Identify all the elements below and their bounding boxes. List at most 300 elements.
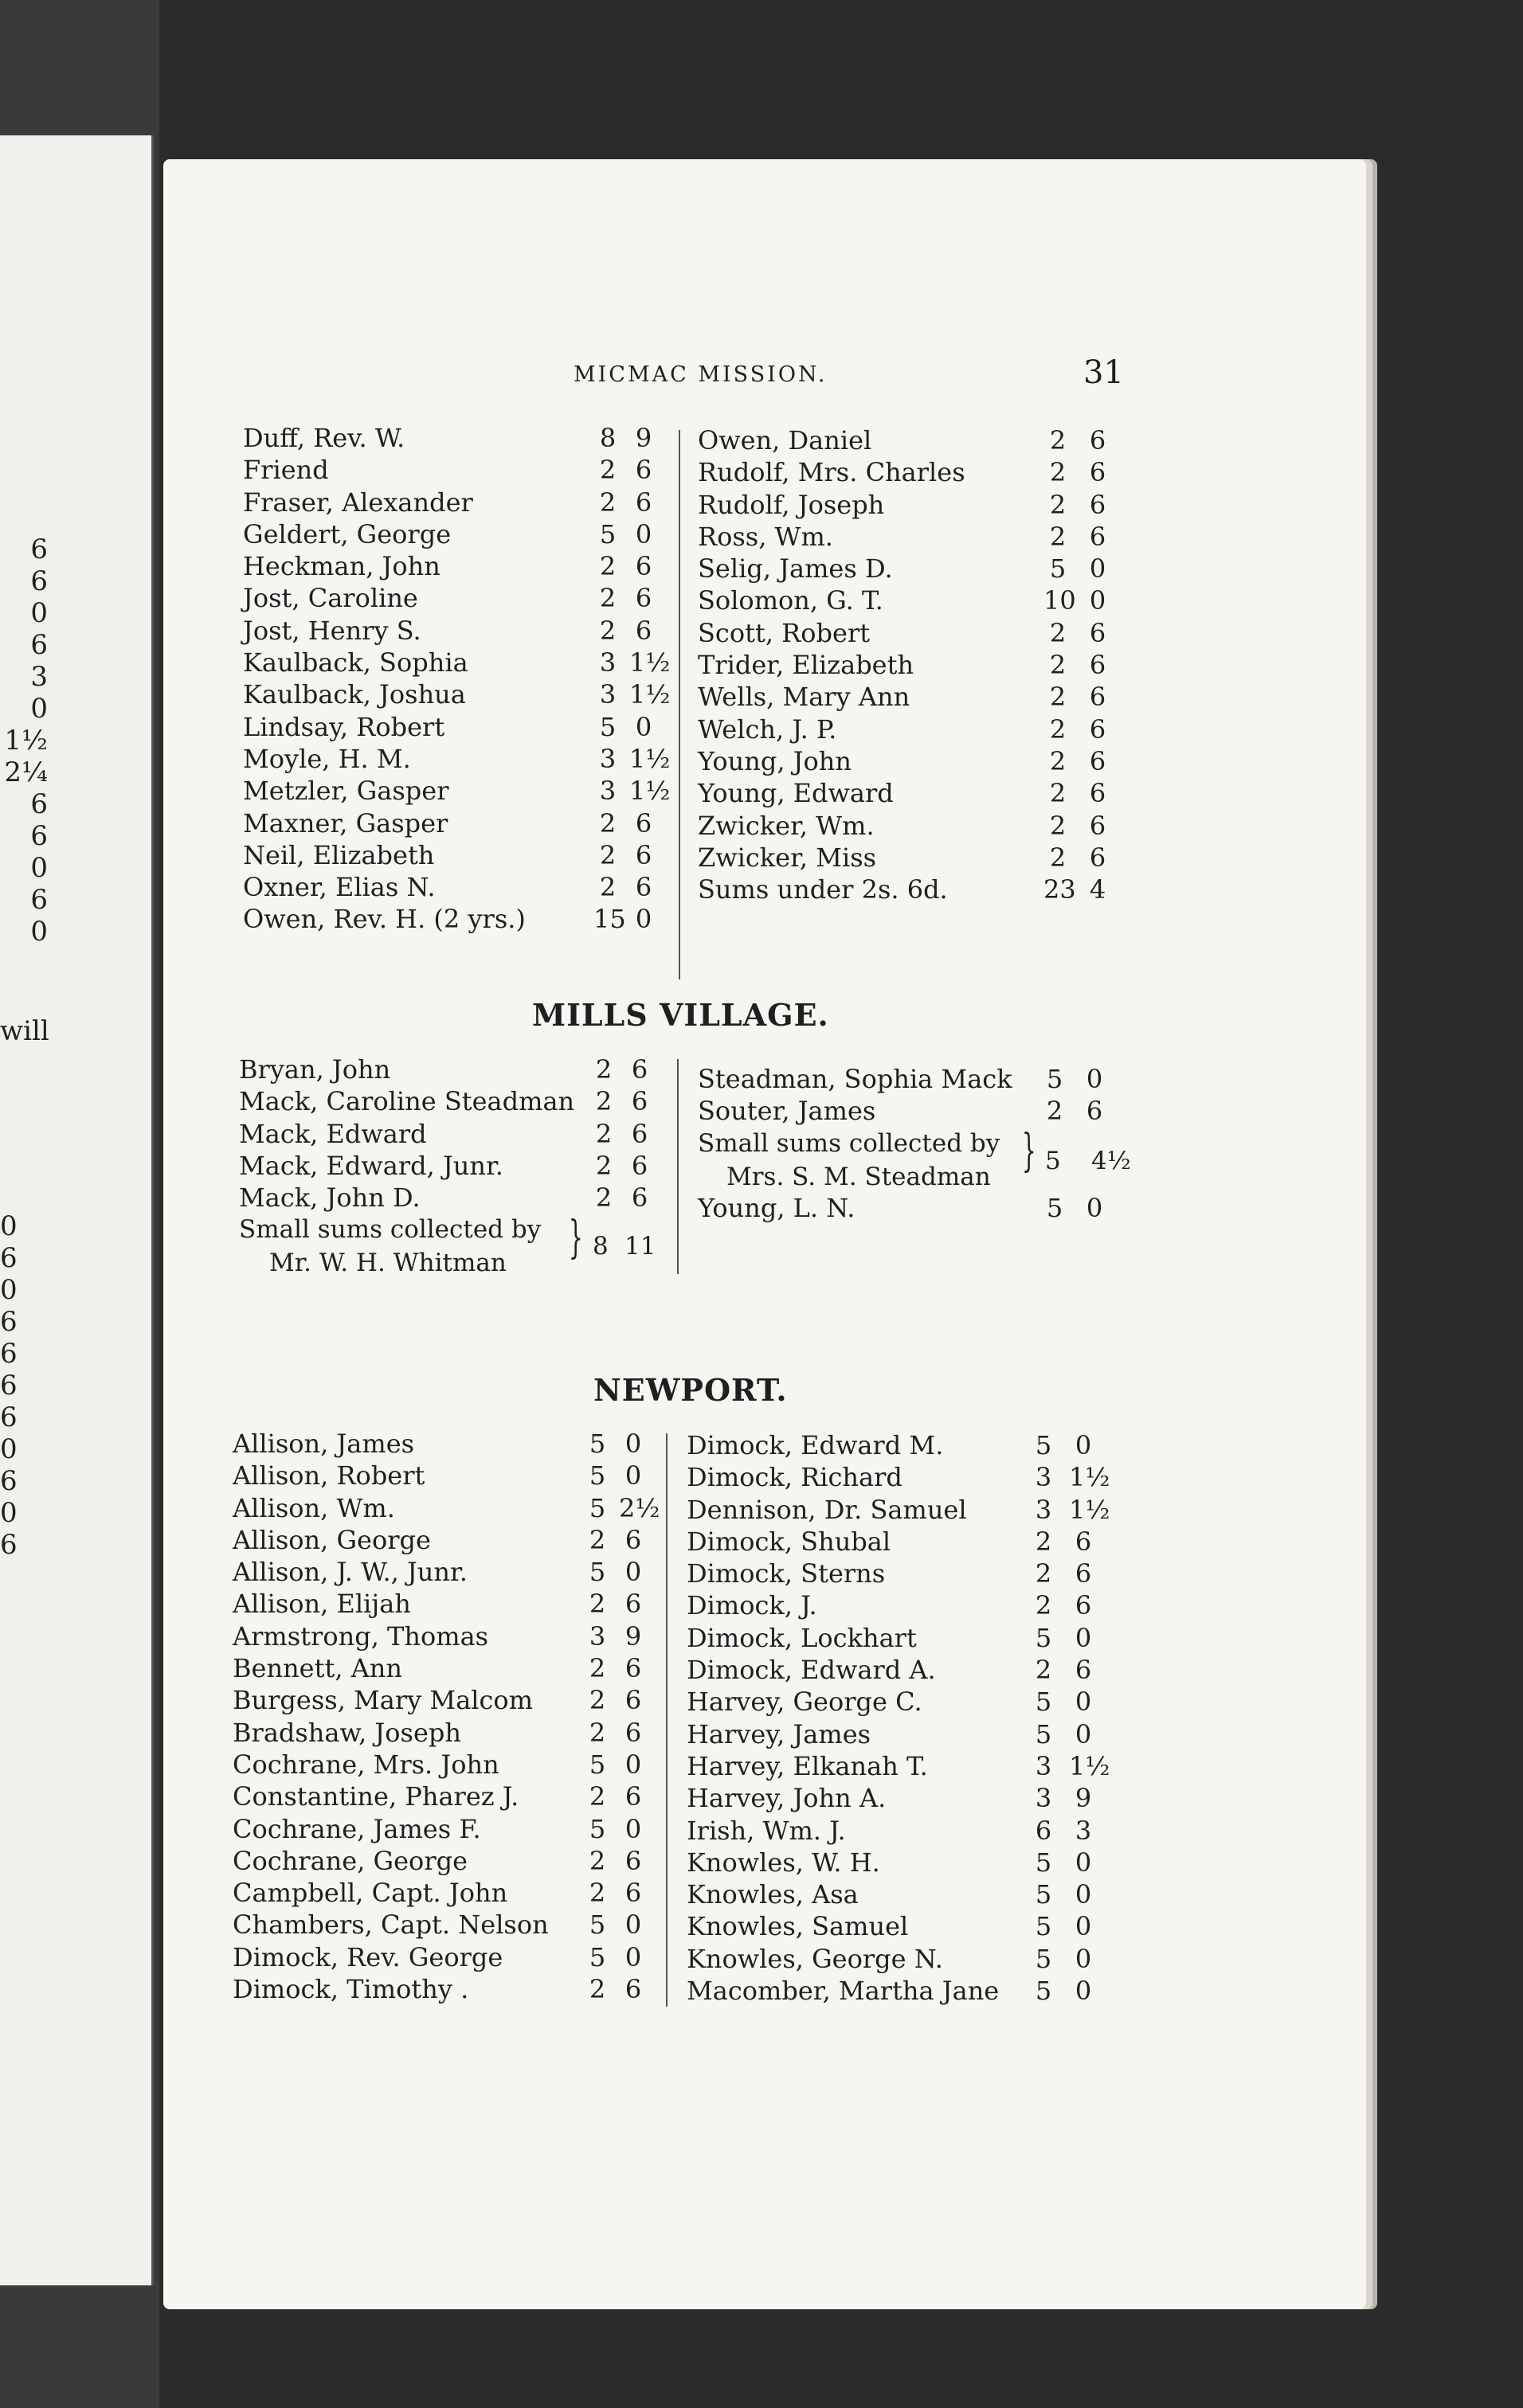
- subscriber-name: Mack, John D.: [239, 1182, 421, 1214]
- amount-pence: 0: [1075, 1911, 1092, 1942]
- subscriber-name: Dennison, Dr. Samuel: [687, 1494, 967, 1525]
- subscriber-name: Mack, Edward: [239, 1118, 427, 1149]
- amount-shillings: 2: [1049, 425, 1067, 455]
- subscriber-name: Knowles, Samuel: [687, 1911, 909, 1942]
- list-item: [698, 649, 1128, 681]
- amount-shillings: 2: [589, 1717, 606, 1748]
- list-item: [243, 422, 689, 454]
- subscriber-name: Campbell, Capt. John: [233, 1878, 508, 1909]
- amount-shillings: 2: [599, 807, 617, 838]
- amount-shillings: 5: [1035, 1976, 1052, 2007]
- previous-page-amount: [0, 1561, 16, 1593]
- brace-mark: }: [1021, 1125, 1036, 1177]
- mills-left-small-sums-pence: 11: [624, 1232, 656, 1261]
- amount-shillings: 5: [589, 1941, 606, 1972]
- subscriber-name: Scott, Robert: [698, 617, 871, 648]
- micmac-right-column: [698, 424, 1128, 905]
- amount-shillings: 3: [589, 1620, 606, 1652]
- list-item: [239, 1182, 685, 1214]
- mills-right-small-sums-line1: Small sums collected by: [698, 1129, 1000, 1158]
- amount-pence: 6: [1089, 521, 1106, 552]
- amount-pence: 6: [631, 1150, 648, 1181]
- amount-pence: 6: [1089, 425, 1106, 455]
- subscriber-name: Bradshaw, Joseph: [233, 1717, 461, 1748]
- subscriber-name: Dimock, Sterns: [687, 1558, 886, 1589]
- subscriber-name: Souter, James: [698, 1096, 876, 1127]
- list-item: [687, 1815, 1117, 1847]
- amount-pence: 6: [1089, 810, 1106, 841]
- list-item: [698, 1192, 1112, 1224]
- previous-page-amount: 0: [0, 1433, 18, 1465]
- mills-left-small-sums-line1: Small sums collected by: [239, 1215, 542, 1244]
- previous-page-amount: 6: [30, 788, 48, 820]
- amount-shillings: 2: [595, 1182, 613, 1214]
- list-item: [233, 1877, 679, 1909]
- previous-page-amount: 6: [30, 884, 48, 916]
- amount-shillings: 5: [1035, 1911, 1052, 1942]
- subscriber-name: Trider, Elizabeth: [698, 650, 914, 681]
- amount-pence: 6: [624, 1717, 642, 1748]
- amount-pence: 1½: [629, 647, 671, 678]
- list-item: [233, 1941, 679, 1973]
- amount-shillings: 5: [589, 1910, 606, 1941]
- amount-pence: 6: [635, 551, 652, 582]
- subscriber-name: Allison, J. W., Junr.: [233, 1557, 468, 1588]
- list-item: [687, 1718, 1117, 1750]
- subscriber-name: Bennett, Ann: [233, 1653, 402, 1684]
- list-item: [687, 1654, 1117, 1686]
- subscriber-name: Bryan, John: [239, 1054, 391, 1085]
- subscriber-name: Harvey, John A.: [687, 1783, 887, 1814]
- amount-pence: 0: [1075, 1718, 1092, 1749]
- list-item: [687, 1782, 1117, 1814]
- amount-shillings: 3: [599, 679, 617, 710]
- amount-pence: 6: [635, 839, 652, 870]
- amount-pence: 6: [1089, 457, 1106, 488]
- list-item: [243, 615, 689, 647]
- subscriber-name: Owen, Daniel: [698, 425, 872, 455]
- list-item: [233, 1781, 679, 1812]
- previous-page-amount: 0: [0, 1497, 18, 1529]
- subscriber-name: Knowles, George N.: [687, 1943, 943, 1974]
- previous-page-amount: 0: [30, 852, 48, 884]
- previous-page-amount: 2¼: [4, 756, 48, 788]
- amount-pence: 1½: [629, 743, 671, 774]
- subscriber-name: Allison, James: [233, 1429, 415, 1459]
- mills-left-column: [239, 1054, 685, 1214]
- amount-pence: 6: [631, 1182, 648, 1214]
- subscriber-name: Allison, George: [233, 1524, 431, 1555]
- subscriber-name: Dimock, Edward M.: [687, 1430, 944, 1460]
- amount-pence: 6: [635, 872, 652, 903]
- subscriber-name: Welch, J. P.: [698, 713, 837, 745]
- previous-page-amount: 6: [0, 1306, 18, 1338]
- list-item: [243, 647, 689, 678]
- amount-shillings: 2: [599, 551, 617, 582]
- subscriber-name: Selig, James D.: [698, 553, 893, 584]
- list-item: [687, 1526, 1117, 1558]
- amount-shillings: 2: [599, 615, 617, 646]
- amount-pence: 0: [1075, 1847, 1092, 1878]
- list-item: [698, 489, 1128, 521]
- amount-shillings: 5: [589, 1813, 606, 1844]
- subscriber-name: Mack, Edward, Junr.: [239, 1150, 503, 1181]
- list-item: [687, 1943, 1117, 1975]
- amount-shillings: 2: [1049, 457, 1067, 488]
- previous-page-amount: 6: [0, 1401, 18, 1433]
- subscriber-name: Sums under 2s. 6d.: [698, 874, 948, 905]
- subscriber-name: Metzler, Gasper: [243, 776, 449, 807]
- amount-shillings: 2: [1035, 1558, 1052, 1589]
- amount-pence: 6: [624, 1781, 642, 1812]
- list-item: [243, 807, 689, 839]
- subscriber-name: Cochrane, Mrs. John: [233, 1749, 499, 1780]
- amount-pence: 0: [1086, 1064, 1103, 1094]
- subscriber-name: Young, John: [698, 745, 852, 776]
- amount-shillings: 8: [599, 423, 617, 453]
- previous-page-amount: 6: [30, 565, 48, 597]
- previous-page-amount: 6: [0, 1338, 18, 1370]
- subscriber-name: Oxner, Elias N.: [243, 872, 436, 903]
- subscriber-name: Moyle, H. M.: [243, 743, 411, 774]
- amount-shillings: 2: [595, 1086, 613, 1117]
- list-item: [698, 456, 1128, 488]
- list-item: [687, 1975, 1117, 2007]
- amount-shillings: 2: [1049, 778, 1067, 809]
- amount-pence: 0: [624, 1557, 642, 1588]
- previous-page-amount: 3: [30, 661, 48, 693]
- list-item: [233, 1652, 679, 1684]
- amount-shillings: 2: [1049, 521, 1067, 552]
- list-item: [233, 1460, 679, 1491]
- list-item: [698, 1063, 1112, 1095]
- subscriber-name: Fraser, Alexander: [243, 487, 473, 518]
- list-item: [687, 1910, 1117, 1942]
- list-item: [243, 743, 689, 775]
- previous-page-amount: 6: [30, 629, 48, 661]
- list-item: [698, 745, 1128, 777]
- amount-shillings: 5: [589, 1460, 606, 1491]
- mills-right-column-bottom: [698, 1192, 1112, 1224]
- subscriber-name: Chambers, Capt. Nelson: [233, 1910, 549, 1941]
- list-item: [243, 582, 689, 614]
- subscriber-name: Dimock, Timothy .: [233, 1974, 469, 2005]
- amount-pence: 1½: [1069, 1462, 1110, 1493]
- amount-pence: 6: [1089, 617, 1106, 648]
- amount-pence: 1½: [629, 679, 671, 710]
- amount-pence: 6: [1075, 1655, 1092, 1686]
- previous-page-amount: 6: [30, 820, 48, 852]
- subscriber-name: Dimock, J.: [687, 1590, 817, 1621]
- subscriber-name: Ross, Wm.: [698, 521, 833, 552]
- amount-shillings: 2: [599, 583, 617, 614]
- amount-pence: 6: [1089, 745, 1106, 776]
- subscriber-name: Young, L. N.: [698, 1193, 855, 1223]
- micmac-left-column: [243, 422, 689, 936]
- previous-page-fragment: [0, 135, 154, 2285]
- list-item: [239, 1150, 685, 1182]
- mills-left-small-sums-line2: Mr. W. H. Whitman: [269, 1249, 507, 1277]
- list-item: [243, 678, 689, 710]
- list-item: [687, 1847, 1117, 1878]
- amount-pence: 0: [624, 1941, 642, 1972]
- amount-shillings: 2: [1049, 713, 1067, 745]
- subscriber-name: Dimock, Edward A.: [687, 1655, 936, 1686]
- list-item: [243, 487, 689, 518]
- list-item: [233, 1973, 679, 2005]
- amount-shillings: 2: [595, 1054, 613, 1085]
- amount-shillings: 5: [589, 1749, 606, 1780]
- list-item: [687, 1429, 1117, 1461]
- list-item: [243, 711, 689, 743]
- amount-shillings: 2: [1049, 617, 1067, 648]
- amount-shillings: 15: [593, 904, 626, 935]
- list-item: [239, 1054, 685, 1085]
- amount-shillings: 5: [1035, 1943, 1052, 1974]
- previous-page-word: will: [0, 1015, 49, 1047]
- mills-left-small-sums-shillings: 8: [593, 1232, 609, 1261]
- list-item: [233, 1749, 679, 1781]
- running-head-title: MICMAC MISSION.: [574, 362, 828, 387]
- amount-shillings: 2: [589, 1781, 606, 1812]
- amount-pence: 0: [1075, 1622, 1092, 1653]
- subscriber-name: Geldert, George: [243, 518, 452, 549]
- previous-page-amount: 0: [30, 597, 48, 629]
- amount-pence: 9: [624, 1620, 642, 1652]
- subscriber-name: Steadman, Sophia Mack: [698, 1064, 1012, 1094]
- list-item: [233, 1717, 679, 1749]
- amount-pence: 6: [1075, 1558, 1092, 1589]
- list-item: [698, 810, 1128, 842]
- amount-pence: 4: [1089, 874, 1106, 905]
- amount-shillings: 2: [1049, 489, 1067, 520]
- amount-shillings: 5: [1046, 1193, 1063, 1223]
- list-item: [243, 518, 689, 550]
- amount-pence: 6: [624, 1685, 642, 1716]
- amount-shillings: 5: [1035, 1879, 1052, 1910]
- amount-shillings: 2: [1035, 1526, 1052, 1557]
- amount-pence: 3: [1075, 1815, 1092, 1846]
- list-item: [687, 1461, 1117, 1493]
- amount-pence: 6: [635, 583, 652, 614]
- amount-shillings: 2: [595, 1118, 613, 1149]
- amount-pence: 0: [1086, 1193, 1103, 1223]
- list-item: [243, 550, 689, 582]
- subscriber-name: Kaulback, Sophia: [243, 647, 468, 678]
- subscriber-name: Rudolf, Mrs. Charles: [698, 457, 965, 488]
- list-item: [687, 1878, 1117, 1910]
- list-item: [233, 1620, 679, 1652]
- amount-shillings: 5: [589, 1557, 606, 1588]
- previous-page-amount: 6: [30, 534, 48, 565]
- amount-shillings: 2: [1049, 810, 1067, 841]
- subscriber-name: Jost, Caroline: [243, 583, 418, 614]
- amount-shillings: 5: [589, 1492, 606, 1523]
- section-heading-mills-village: MILLS VILLAGE.: [532, 997, 829, 1033]
- list-item: [233, 1524, 679, 1556]
- subscriber-name: Jost, Henry S.: [243, 615, 421, 646]
- amount-pence: 1½: [1069, 1494, 1110, 1525]
- subscriber-name: Maxner, Gasper: [243, 807, 448, 838]
- subscriber-name: Cochrane, George: [233, 1845, 468, 1876]
- amount-pence: 0: [624, 1429, 642, 1459]
- amount-shillings: 3: [1035, 1462, 1052, 1493]
- amount-pence: 6: [635, 807, 652, 838]
- subscriber-name: Irish, Wm. J.: [687, 1815, 846, 1846]
- subscriber-name: Solomon, G. T.: [698, 585, 883, 616]
- amount-shillings: 3: [1035, 1494, 1052, 1525]
- list-item: [698, 521, 1128, 553]
- previous-page-amount: [0, 1593, 16, 1624]
- previous-page-amount: 0: [0, 1274, 18, 1306]
- previous-page-amount: 0: [0, 1210, 18, 1242]
- subscriber-name: Allison, Robert: [233, 1460, 425, 1491]
- amount-shillings: 5: [1046, 1064, 1063, 1094]
- amount-shillings: 2: [589, 1653, 606, 1684]
- list-item: [233, 1428, 679, 1460]
- amount-pence: 1½: [629, 776, 671, 807]
- amount-shillings: 6: [1035, 1815, 1052, 1846]
- amount-shillings: 2: [595, 1150, 613, 1181]
- mills-right-small-sums-shillings: 5: [1045, 1147, 1061, 1175]
- amount-shillings: 2: [1049, 842, 1067, 873]
- amount-pence: 0: [635, 711, 652, 742]
- previous-page-amounts-top: [0, 534, 56, 948]
- brace-mark: }: [568, 1212, 583, 1264]
- amount-pence: 6: [1089, 842, 1106, 873]
- column-divider: [666, 1433, 668, 2007]
- subscriber-name: Dimock, Lockhart: [687, 1622, 917, 1653]
- subscriber-name: Knowles, Asa: [687, 1879, 859, 1910]
- amount-shillings: 3: [599, 743, 617, 774]
- subscriber-name: Dimock, Shubal: [687, 1526, 891, 1557]
- subscriber-name: Armstrong, Thomas: [233, 1620, 489, 1652]
- amount-pence: 0: [624, 1749, 642, 1780]
- amount-shillings: 3: [599, 647, 617, 678]
- previous-page-amount: 6: [0, 1465, 18, 1497]
- list-item: [233, 1588, 679, 1620]
- subscriber-name: Zwicker, Wm.: [698, 810, 875, 841]
- amount-pence: 6: [1089, 489, 1106, 520]
- subscriber-name: Cochrane, James F.: [233, 1813, 481, 1844]
- list-item: [698, 777, 1128, 809]
- amount-pence: 6: [624, 1974, 642, 2005]
- amount-shillings: 2: [599, 839, 617, 870]
- amount-shillings: 3: [1035, 1750, 1052, 1781]
- column-divider: [677, 1059, 679, 1274]
- mills-right-column-top: [698, 1063, 1112, 1128]
- newport-left-column: [233, 1428, 679, 2005]
- amount-shillings: 2: [1049, 745, 1067, 776]
- amount-pence: 0: [1075, 1430, 1092, 1460]
- amount-shillings: 2: [589, 1974, 606, 2005]
- amount-shillings: 5: [1035, 1430, 1052, 1460]
- list-item: [687, 1622, 1117, 1654]
- amount-pence: 0: [624, 1460, 642, 1491]
- amount-pence: 2½: [619, 1492, 660, 1523]
- amount-pence: 6: [624, 1878, 642, 1909]
- list-item: [698, 681, 1128, 713]
- amount-pence: 6: [631, 1054, 648, 1085]
- amount-pence: 0: [1089, 553, 1106, 584]
- list-item: [233, 1813, 679, 1845]
- amount-shillings: 5: [1035, 1622, 1052, 1653]
- previous-page-amount: 6: [0, 1529, 18, 1561]
- list-item: [687, 1589, 1117, 1621]
- amount-pence: 6: [1089, 682, 1106, 713]
- subscriber-name: Harvey, James: [687, 1718, 871, 1749]
- amount-shillings: 2: [1035, 1655, 1052, 1686]
- subscriber-name: Constantine, Pharez J.: [233, 1781, 519, 1812]
- amount-shillings: 2: [599, 487, 617, 518]
- subscriber-name: Allison, Wm.: [233, 1492, 395, 1523]
- amount-pence: 6: [1075, 1526, 1092, 1557]
- amount-shillings: 3: [1035, 1783, 1052, 1814]
- amount-pence: 0: [1089, 585, 1106, 616]
- list-item: [243, 903, 689, 935]
- amount-pence: 6: [624, 1845, 642, 1876]
- amount-pence: 9: [1075, 1783, 1092, 1814]
- amount-pence: 0: [635, 518, 652, 549]
- list-item: [233, 1556, 679, 1588]
- amount-shillings: 2: [1049, 650, 1067, 681]
- amount-pence: 6: [635, 615, 652, 646]
- subscriber-name: Wells, Mary Ann: [698, 682, 910, 713]
- list-item: [233, 1492, 679, 1524]
- list-item: [687, 1558, 1117, 1589]
- mills-right-small-sums-pence: 4½: [1091, 1147, 1131, 1175]
- amount-pence: 6: [1089, 650, 1106, 681]
- mills-right-small-sums-line2: Mrs. S. M. Steadman: [726, 1163, 991, 1191]
- amount-shillings: 5: [589, 1429, 606, 1459]
- amount-shillings: 5: [1035, 1687, 1052, 1718]
- list-item: [687, 1494, 1117, 1526]
- amount-pence: 1½: [1069, 1750, 1110, 1781]
- subscriber-name: Owen, Rev. H. (2 yrs.): [243, 904, 526, 935]
- subscriber-name: Harvey, George C.: [687, 1687, 922, 1718]
- amount-pence: 0: [1075, 1879, 1092, 1910]
- amount-shillings: 2: [589, 1845, 606, 1876]
- previous-page-amount: 6: [0, 1370, 18, 1401]
- amount-pence: 0: [1075, 1687, 1092, 1718]
- amount-pence: 6: [624, 1589, 642, 1620]
- amount-pence: 6: [631, 1118, 648, 1149]
- amount-shillings: 2: [1035, 1590, 1052, 1621]
- amount-shillings: 2: [589, 1589, 606, 1620]
- section-heading-newport: NEWPORT.: [593, 1372, 788, 1408]
- subscriber-name: Zwicker, Miss: [698, 842, 877, 873]
- previous-page-amount: 0: [30, 916, 48, 948]
- subscriber-name: Lindsay, Robert: [243, 711, 445, 742]
- subscriber-name: Heckman, John: [243, 551, 440, 582]
- amount-shillings: 2: [589, 1878, 606, 1909]
- subscriber-name: Dimock, Rev. George: [233, 1941, 503, 1972]
- amount-shillings: 2: [589, 1524, 606, 1555]
- amount-pence: 0: [635, 904, 652, 935]
- list-item: [243, 839, 689, 871]
- amount-pence: 6: [1089, 713, 1106, 745]
- list-item: [698, 1095, 1112, 1127]
- previous-page-amount: 0: [30, 693, 48, 725]
- list-item: [233, 1845, 679, 1877]
- amount-shillings: 2: [1046, 1096, 1063, 1127]
- list-item: [687, 1750, 1117, 1782]
- list-item: [243, 454, 689, 486]
- amount-shillings: 3: [599, 776, 617, 807]
- amount-shillings: 2: [599, 455, 617, 486]
- subscriber-name: Rudolf, Joseph: [698, 489, 885, 520]
- amount-pence: 6: [635, 487, 652, 518]
